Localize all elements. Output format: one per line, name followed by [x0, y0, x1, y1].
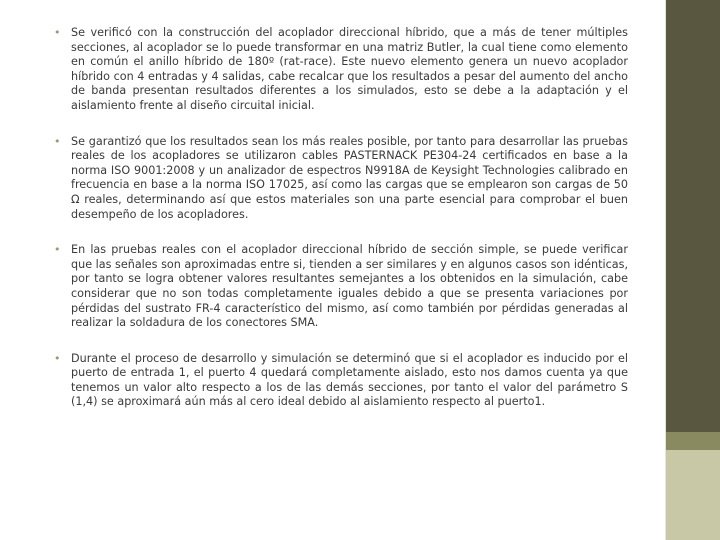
- bullet-text: Se garantizó que los resultados sean los más reales posible, por tanto para desarrollar las pruebas reales de los acopladores se utilizaron cables PASTERNACK PE304-24 certificados en base a la norma ISO 9001:2008 y un analizador de espectros N9918A de Keysight Technologies calibrado en frecuencia en base a la norma ISO 17025, así como las cargas que se emplearon son cargas de 50 Ω reales, determinando así que estos materiales son una parte esencial para comprobar el buen desempeño de los acopladores.: [71, 134, 628, 221]
- bullet-item-3: [54, 243, 628, 331]
- bullet-item-1: [54, 26, 628, 114]
- sidebar-light-band: [666, 450, 720, 540]
- sidebar-dark-band: [666, 0, 720, 432]
- decorative-sidebar: [666, 0, 720, 540]
- bullet-text: Se verificó con la construcción del acoplador direccional híbrido, que a más de tener múltiples secciones, al acoplador se lo puede transformar en una matriz Butler, la cual tiene como elemento en común el anillo híbrido de 180º (rat-race). Este nuevo elemento genera un nuevo acoplador híbrido con 4 entradas y 4 salidas, cabe recalcar que los resultados a pesar del aumento del ancho de banda presentan resultados diferentes a los simulados, esto se debe a la adaptación y el aislamiento frente al diseño circuital inicial.: [71, 26, 628, 112]
- bullet-item-4: [54, 352, 628, 410]
- bullet-dot: •: [54, 243, 61, 257]
- bullet-list: [54, 26, 628, 410]
- bullet-item-2: [54, 135, 628, 223]
- bullet-text: En las pruebas reales con el acoplador direccional híbrido de sección simple, se puede verificar que las señales son aproximadas entre si, tienden a ser similares y en algunos casos son idénticas, por tanto se logra obtener valores resultantes semejantes a los obtenidos en la simulación, cabe considerar que no son todas completamente iguales debido a que se presenta variaciones por pérdidas del sustrato FR-4 característico del mismo, así como también por pérdidas generadas al realizar la soldadura de los conectores SMA.: [71, 243, 628, 330]
- bullet-dot: •: [54, 26, 61, 39]
- sidebar-accent-band: [666, 432, 720, 450]
- bullet-text: Durante el proceso de desarrollo y simulación se determinó que si el acoplador es inducido por el puerto de entrada 1, el puerto 4 quedará completamente aislado, esto nos damos cuenta ya que tenemos un valor alto respecto a los de las demás secciones, por tanto el valor del parámetro S (1,4) se aproximará aún más al cero ideal debido al aislamiento respecto al puerto1.: [71, 351, 628, 409]
- bullet-dot: •: [54, 134, 61, 148]
- slide-content: [54, 26, 628, 431]
- bullet-dot: •: [54, 351, 61, 365]
